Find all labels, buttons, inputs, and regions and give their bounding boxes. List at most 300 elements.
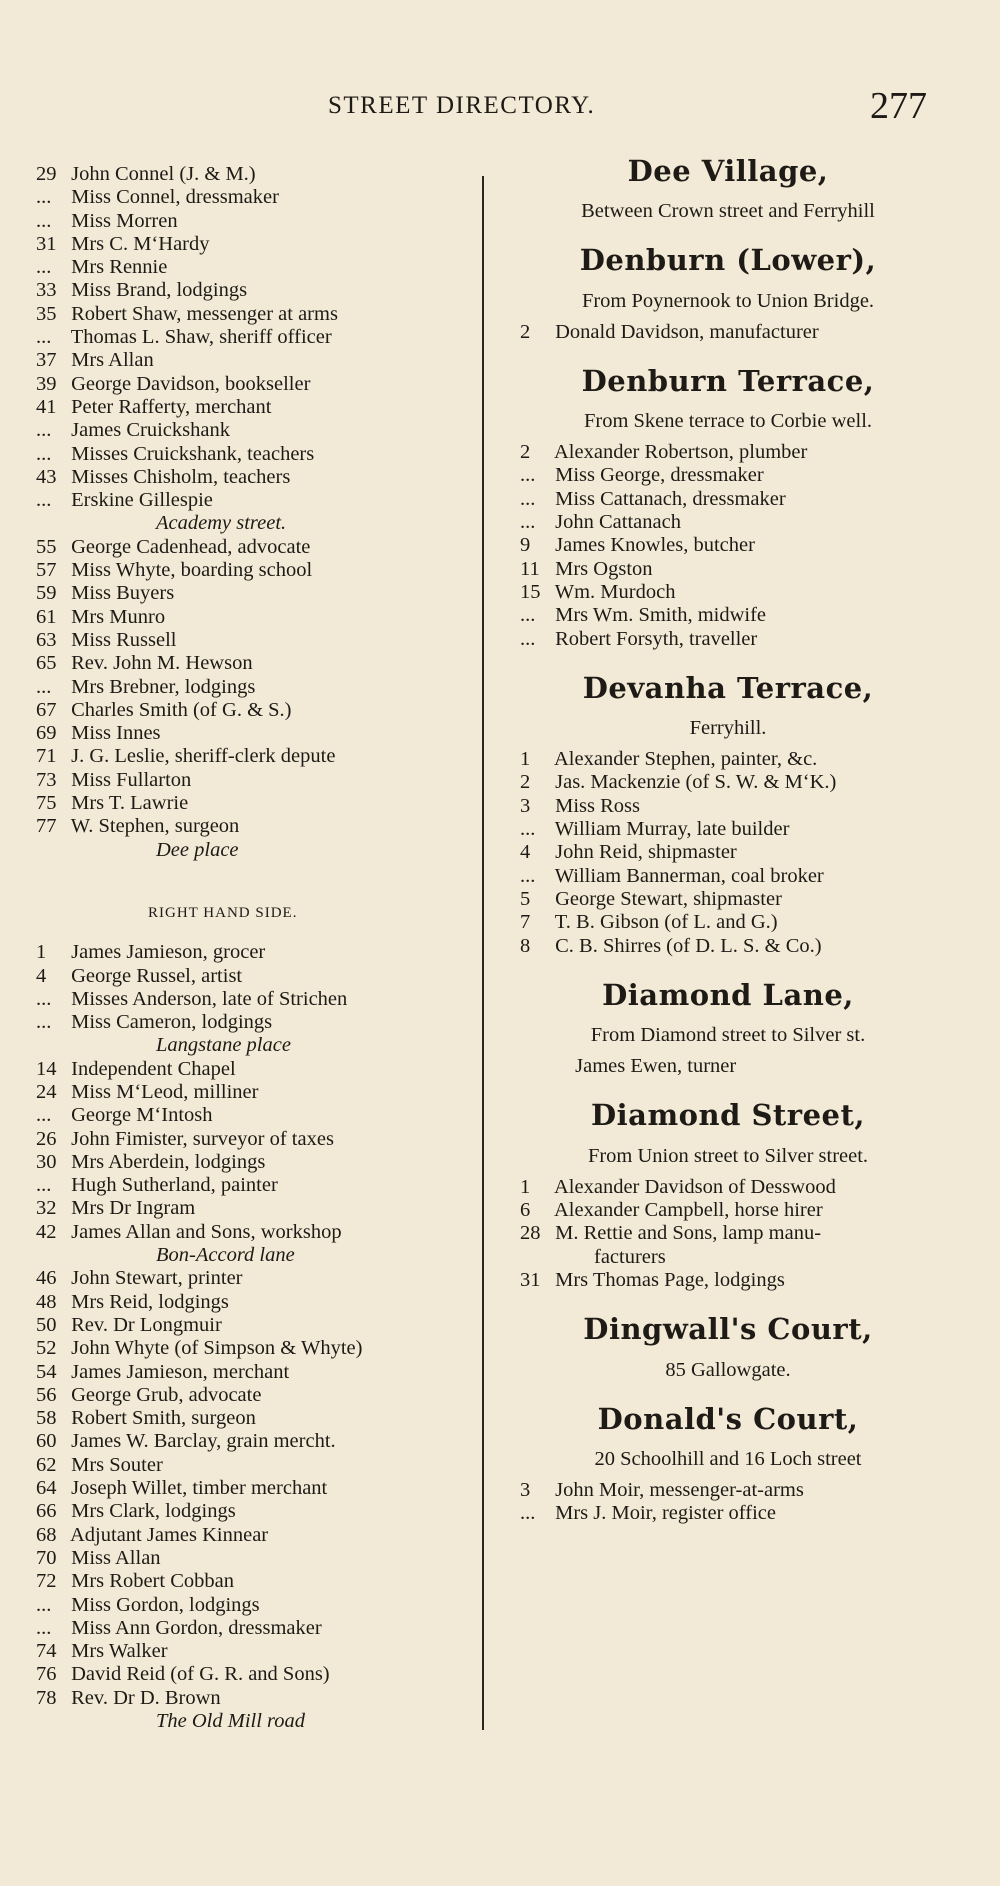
- house-number: 7: [520, 911, 531, 934]
- directory-entry: [520, 511, 948, 534]
- directory-entry: [36, 629, 476, 652]
- house-number: 42: [36, 1220, 57, 1243]
- directory-entry: [36, 1058, 476, 1081]
- directory-entry: [36, 256, 476, 279]
- directory-entry: [36, 1104, 476, 1127]
- house-number: 75: [36, 792, 57, 815]
- directory-entry: [36, 489, 476, 512]
- entry-text: David Reid (of G. R. and Sons): [71, 1663, 330, 1686]
- house-number: 1: [520, 1175, 531, 1198]
- street-heading: Donald's Court,: [597, 1401, 859, 1436]
- directory-entry: [36, 186, 476, 209]
- entry-text: Robert Forsyth, traveller: [555, 627, 758, 650]
- directory-entry: [36, 1407, 476, 1430]
- entry-text: Miss Connel, dressmaker: [71, 186, 279, 209]
- directory-entry: [36, 1617, 476, 1640]
- street-description: From Skene terrace to Corbie well.: [583, 410, 873, 433]
- house-number: 59: [36, 582, 57, 605]
- house-number: 60: [36, 1430, 57, 1453]
- directory-entry: [36, 396, 476, 419]
- entry-text: Miss Buyers: [71, 582, 175, 605]
- house-number: ...: [36, 1011, 52, 1034]
- entry-text: Mrs Dr Ingram: [71, 1197, 196, 1220]
- house-number: 4: [520, 841, 531, 864]
- house-number: 43: [36, 465, 57, 488]
- street-entries: [508, 1055, 948, 1078]
- house-number: 72: [36, 1570, 57, 1593]
- directory-entry: [36, 373, 476, 396]
- place-name: [36, 1244, 476, 1267]
- directory-entry: [36, 1011, 476, 1034]
- house-number: 8: [520, 934, 531, 957]
- house-number: ...: [36, 1104, 52, 1127]
- place-name: [36, 1034, 476, 1057]
- house-number: 39: [36, 372, 57, 395]
- street-entries: [508, 1479, 948, 1526]
- directory-entry: [520, 771, 948, 794]
- entry-text: Misses Anderson, late of Strichen: [71, 987, 348, 1010]
- house-number: 66: [36, 1500, 57, 1523]
- directory-entry: [36, 1267, 476, 1290]
- directory-entry: [520, 865, 948, 888]
- directory-entry: [520, 1479, 948, 1502]
- directory-entry: [36, 769, 476, 792]
- house-number: 2: [520, 320, 531, 343]
- house-number: 48: [36, 1290, 57, 1313]
- entry-text: Mrs Ogston: [555, 557, 653, 580]
- entry-text: Mrs Reid, lodgings: [71, 1290, 229, 1313]
- directory-entry: [36, 559, 476, 582]
- entry-text: Erskine Gillespie: [71, 489, 213, 512]
- directory-entry: [36, 1570, 476, 1593]
- house-number: 11: [520, 557, 540, 580]
- entry-text: W. Stephen, surgeon: [70, 815, 240, 838]
- directory-entry: [36, 1640, 476, 1663]
- house-number: ...: [36, 489, 52, 512]
- house-number: 4: [36, 964, 47, 987]
- directory-entry: [520, 1502, 948, 1525]
- street-section: [508, 1401, 948, 1526]
- entry-text: Rev. John M. Hewson: [71, 652, 253, 675]
- entry-text: Adjutant James Kinnear: [70, 1523, 269, 1546]
- house-number: ...: [36, 256, 52, 279]
- street-heading: Denburn (Lower),: [579, 243, 877, 278]
- house-number: ...: [36, 326, 52, 349]
- directory-entry: [520, 935, 948, 958]
- house-number: ...: [36, 419, 52, 442]
- entry-text: James Ewen, turner: [575, 1055, 737, 1078]
- directory-entry: [520, 1269, 948, 1292]
- house-number: 54: [36, 1360, 57, 1383]
- entry-text: George Cadenhead, advocate: [71, 535, 311, 558]
- house-number: 14: [36, 1057, 57, 1080]
- directory-entry: [36, 965, 476, 988]
- directory-entry: [36, 1524, 476, 1547]
- directory-entry: [520, 795, 948, 818]
- entry-text: M. Rettie and Sons, lamp manu-: [555, 1222, 822, 1245]
- street-section: [508, 363, 948, 651]
- entry-text: Mrs Clark, lodgings: [71, 1500, 236, 1523]
- house-number: 29: [36, 163, 57, 185]
- entry-text: William Murray, late builder: [554, 818, 790, 841]
- entry-text: Miss Ross: [555, 794, 641, 817]
- entry-text: Robert Shaw, messenger at arms: [71, 302, 338, 325]
- house-number: 76: [36, 1663, 57, 1686]
- house-number: 2: [520, 441, 531, 464]
- house-number: 30: [36, 1150, 57, 1173]
- house-number: 1: [36, 941, 47, 964]
- directory-entry: [36, 326, 476, 349]
- house-number: 73: [36, 768, 57, 791]
- entry-text: Mrs Walker: [71, 1640, 168, 1663]
- directory-entry: [520, 1246, 948, 1269]
- left-entries-right-side: [36, 941, 476, 1733]
- house-number: 71: [36, 745, 57, 768]
- street-section: [508, 243, 948, 344]
- house-number: 1: [520, 748, 531, 771]
- directory-entry: [36, 1500, 476, 1523]
- house-number: 78: [36, 1686, 57, 1709]
- entry-text: Miss George, dressmaker: [555, 464, 764, 487]
- entry-text: George M‘Intosh: [71, 1104, 213, 1127]
- house-number: 63: [36, 628, 57, 651]
- directory-entry: [36, 792, 476, 815]
- directory-entry: [36, 349, 476, 372]
- house-number: 67: [36, 698, 57, 721]
- house-number: 33: [36, 279, 57, 302]
- house-number: ...: [520, 1502, 536, 1525]
- street-entries: [508, 321, 948, 344]
- house-number: 37: [36, 349, 57, 372]
- entry-text: Mrs Munro: [71, 605, 166, 628]
- street-heading: Dee Village,: [627, 154, 829, 188]
- entry-text: Miss Gordon, lodgings: [71, 1593, 260, 1616]
- entry-text: Robert Smith, surgeon: [71, 1407, 256, 1430]
- entry-text: Mrs Thomas Page, lodgings: [555, 1268, 785, 1291]
- street-section: [508, 154, 948, 223]
- entry-text: Mrs J. Moir, register office: [555, 1502, 776, 1525]
- house-number: 74: [36, 1640, 57, 1663]
- directory-entry: [36, 1128, 476, 1151]
- entry-text: facturers: [594, 1245, 666, 1268]
- entry-text: Alexander Campbell, horse hirer: [554, 1199, 823, 1222]
- house-number: ...: [520, 864, 536, 887]
- directory-entry: [520, 464, 948, 487]
- house-number: 69: [36, 722, 57, 745]
- entry-text: James W. Barclay, grain mercht.: [71, 1430, 336, 1453]
- entry-text: John Cattanach: [555, 511, 681, 534]
- house-number: ...: [36, 1593, 52, 1616]
- column-divider: [482, 176, 484, 1730]
- house-number: 5: [520, 887, 531, 910]
- entry-text: Rev. Dr Longmuir: [71, 1313, 222, 1336]
- house-number: 56: [36, 1383, 57, 1406]
- directory-entry: [36, 1547, 476, 1570]
- place-name: [36, 512, 476, 535]
- entry-text: Miss Ann Gordon, dressmaker: [71, 1616, 322, 1639]
- house-number: 46: [36, 1267, 57, 1290]
- house-number: ...: [36, 186, 52, 209]
- entry-text: T. B. Gibson (of L. and G.): [554, 911, 778, 934]
- directory-entry: [36, 722, 476, 745]
- directory-entry: [520, 818, 948, 841]
- entry-text: Miss Allan: [71, 1546, 161, 1569]
- entry-text: Miss Brand, lodgings: [71, 279, 248, 302]
- directory-entry: [36, 1314, 476, 1337]
- entry-text: Miss Cameron, lodgings: [71, 1011, 273, 1034]
- house-number: 2: [520, 771, 531, 794]
- left-column: [36, 163, 476, 1733]
- directory-entry: [520, 1199, 948, 1222]
- street-description: Between Crown street and Ferryhill: [581, 200, 875, 223]
- entry-text: Mrs C. M‘Hardy: [71, 232, 210, 255]
- entry-text: Misses Chisholm, teachers: [71, 465, 291, 488]
- street-section: [508, 977, 948, 1079]
- directory-entry: [36, 941, 476, 964]
- directory-entry: [520, 604, 948, 627]
- entry-text: Mrs Wm. Smith, midwife: [555, 604, 767, 627]
- entry-text: J. G. Leslie, sheriff-clerk depute: [71, 745, 336, 768]
- entry-text: George Grub, advocate: [71, 1383, 262, 1406]
- page-title: STREET DIRECTORY.: [328, 92, 596, 119]
- house-number: 77: [36, 815, 57, 838]
- house-number: 50: [36, 1313, 57, 1336]
- house-number: 9: [520, 534, 531, 557]
- entry-text: William Bannerman, coal broker: [554, 864, 824, 887]
- entry-text: Dee place: [156, 838, 239, 861]
- directory-entry: [36, 815, 476, 838]
- entry-text: Rev. Dr D. Brown: [71, 1686, 221, 1709]
- entry-text: Miss Fullarton: [71, 768, 192, 791]
- entry-text: Alexander Davidson of Desswood: [554, 1175, 836, 1198]
- house-number: 55: [36, 535, 57, 558]
- directory-entry: [36, 419, 476, 442]
- directory-entry: [36, 279, 476, 302]
- directory-entry: [36, 1663, 476, 1686]
- house-number: 65: [36, 652, 57, 675]
- entry-text: Peter Rafferty, merchant: [71, 395, 272, 418]
- house-number: 61: [36, 605, 57, 628]
- street-description: From Union street to Silver street.: [587, 1144, 869, 1167]
- left-entries-top: [36, 163, 476, 862]
- house-number: 62: [36, 1453, 57, 1476]
- directory-entry: [36, 303, 476, 326]
- place-name: [36, 839, 476, 862]
- place-name: [36, 1710, 476, 1733]
- right-hand-side-heading: RIGHT HAND SIDE.: [148, 904, 298, 921]
- entry-text: Miss Morren: [71, 209, 178, 232]
- street-section: [508, 1098, 948, 1292]
- house-number: 32: [36, 1197, 57, 1220]
- directory-entry: [520, 628, 948, 651]
- directory-entry: [36, 1687, 476, 1710]
- entry-text: Miss M‘Leod, milliner: [71, 1080, 259, 1103]
- entry-text: Alexander Robertson, plumber: [554, 441, 808, 464]
- house-number: 58: [36, 1407, 57, 1430]
- entry-text: Independent Chapel: [71, 1057, 236, 1080]
- house-number: ...: [36, 675, 52, 698]
- house-number: ...: [520, 487, 536, 510]
- directory-entry: [520, 1176, 948, 1199]
- entry-text: James Allan and Sons, workshop: [71, 1220, 342, 1243]
- house-number: ...: [520, 604, 536, 627]
- directory-entry: [520, 441, 948, 464]
- street-heading: Diamond Street,: [591, 1098, 865, 1133]
- directory-entry: [36, 1197, 476, 1220]
- entry-text: Mrs Rennie: [71, 256, 168, 279]
- entry-text: Jas. Mackenzie (of S. W. & M‘K.): [555, 771, 837, 794]
- house-number: ...: [36, 1174, 52, 1197]
- house-number: 6: [520, 1199, 531, 1222]
- house-number: ...: [36, 442, 52, 465]
- house-number: ...: [520, 464, 536, 487]
- street-heading: Dingwall's Court,: [583, 1312, 873, 1347]
- house-number: 52: [36, 1337, 57, 1360]
- house-number: 68: [36, 1523, 57, 1546]
- street-entries: [508, 1176, 948, 1292]
- directory-entry: [520, 534, 948, 557]
- street-section: [508, 670, 948, 958]
- entry-text: Miss Russell: [71, 628, 177, 651]
- directory-entry: [520, 888, 948, 911]
- directory-entry: [36, 466, 476, 489]
- house-number: 70: [36, 1546, 57, 1569]
- entry-text: Mrs Robert Cobban: [71, 1570, 234, 1593]
- entry-text: John Reid, shipmaster: [555, 841, 737, 864]
- house-number: ...: [36, 987, 52, 1010]
- directory-entry: [36, 1174, 476, 1197]
- house-number: ...: [520, 511, 536, 534]
- house-number: 28: [520, 1222, 541, 1245]
- entry-text: Bon-Accord lane: [156, 1244, 295, 1267]
- house-number: 15: [520, 580, 541, 603]
- street-section: [508, 1312, 948, 1381]
- directory-entry: [36, 1337, 476, 1360]
- directory-entry: [36, 1430, 476, 1453]
- house-number: 31: [36, 232, 57, 255]
- entry-text: Langstane place: [156, 1034, 291, 1057]
- house-number: ...: [520, 627, 536, 650]
- entry-text: James Jamieson, grocer: [71, 941, 266, 964]
- right-column: [508, 154, 948, 1551]
- directory-entry: [36, 1361, 476, 1384]
- directory-entry: [36, 1477, 476, 1500]
- street-heading: Diamond Lane,: [602, 977, 854, 1012]
- directory-entry: [36, 163, 476, 186]
- house-number: ...: [520, 818, 536, 841]
- entry-text: James Cruickshank: [71, 419, 230, 442]
- house-number: ...: [36, 1616, 52, 1639]
- house-number: 41: [36, 395, 57, 418]
- entry-text: John Moir, messenger-at-arms: [555, 1478, 804, 1501]
- entry-text: Alexander Stephen, painter, &c.: [554, 748, 818, 771]
- directory-entry: [36, 582, 476, 605]
- street-description: From Diamond street to Silver st.: [590, 1024, 866, 1047]
- entry-text: Misses Cruickshank, teachers: [71, 442, 315, 465]
- directory-entry: [36, 1291, 476, 1314]
- street-heading: Devanha Terrace,: [582, 670, 874, 705]
- directory-entry: [36, 210, 476, 233]
- entry-text: George Russel, artist: [71, 964, 243, 987]
- entry-text: John Stewart, printer: [71, 1267, 243, 1290]
- house-number: 64: [36, 1477, 57, 1500]
- house-number: ...: [36, 209, 52, 232]
- directory-entry: [36, 233, 476, 256]
- entry-text: Mrs T. Lawrie: [71, 792, 189, 815]
- entry-text: C. B. Shirres (of D. L. S. & Co.): [555, 934, 822, 957]
- entry-text: Academy street.: [156, 512, 287, 535]
- entry-text: John Fimister, surveyor of taxes: [71, 1127, 334, 1150]
- directory-entry: [36, 988, 476, 1011]
- directory-entry: [520, 488, 948, 511]
- entry-text: George Davidson, bookseller: [71, 372, 311, 395]
- directory-entry: [36, 443, 476, 466]
- directory-entry: [36, 676, 476, 699]
- directory-entry: [36, 1454, 476, 1477]
- street-description: 85 Gallowgate.: [665, 1358, 791, 1381]
- house-number: 31: [520, 1268, 541, 1291]
- entry-text: Mrs Brebner, lodgings: [71, 675, 256, 698]
- entry-text: Donald Davidson, manufacturer: [555, 320, 819, 343]
- directory-entry: [36, 1151, 476, 1174]
- directory-entry: [36, 1384, 476, 1407]
- entry-text: Mrs Aberdein, lodgings: [71, 1150, 266, 1173]
- directory-entry: [520, 581, 948, 604]
- entry-text: John Connel (J. & M.): [71, 163, 256, 185]
- entry-text: Mrs Souter: [71, 1453, 163, 1476]
- street-entries: [508, 748, 948, 958]
- directory-entry: [36, 745, 476, 768]
- entry-text: John Whyte (of Simpson & Whyte): [71, 1337, 363, 1360]
- entry-text: Thomas L. Shaw, sheriff officer: [70, 326, 332, 349]
- entry-text: Miss Innes: [71, 722, 161, 745]
- entry-text: George Stewart, shipmaster: [555, 887, 782, 910]
- directory-entry: [36, 699, 476, 722]
- street-heading: Denburn Terrace,: [581, 363, 875, 398]
- directory-entry: [520, 558, 948, 581]
- directory-entry: [520, 911, 948, 934]
- directory-entry: [520, 1222, 948, 1245]
- entry-text: Mrs Allan: [71, 349, 154, 372]
- house-number: 35: [36, 302, 57, 325]
- entry-text: James Jamieson, merchant: [71, 1360, 290, 1383]
- directory-entry: [36, 1221, 476, 1244]
- entry-text: The Old Mill road: [156, 1710, 306, 1732]
- entry-text: Charles Smith (of G. & S.): [71, 698, 292, 721]
- house-number: 3: [520, 794, 531, 817]
- street-description: From Poynernook to Union Bridge.: [581, 289, 875, 312]
- directory-entry: [520, 321, 948, 344]
- entry-text: Joseph Willet, timber merchant: [71, 1477, 328, 1500]
- street-entries: [508, 441, 948, 651]
- entry-text: Miss Cattanach, dressmaker: [555, 487, 786, 510]
- page-number: 277: [870, 85, 927, 127]
- directory-entry: [36, 536, 476, 559]
- street-description: Ferryhill.: [689, 717, 767, 740]
- directory-entry: [520, 748, 948, 771]
- directory-entry: [36, 606, 476, 629]
- house-number: 26: [36, 1127, 57, 1150]
- directory-entry: [36, 1594, 476, 1617]
- house-number: 24: [36, 1080, 57, 1103]
- directory-entry: [36, 1081, 476, 1104]
- directory-entry: [520, 841, 948, 864]
- entry-text: Hugh Sutherland, painter: [71, 1174, 278, 1197]
- directory-entry: [36, 652, 476, 675]
- entry-text: Miss Whyte, boarding school: [71, 559, 313, 582]
- house-number: 3: [520, 1478, 531, 1501]
- house-number: 57: [36, 559, 57, 582]
